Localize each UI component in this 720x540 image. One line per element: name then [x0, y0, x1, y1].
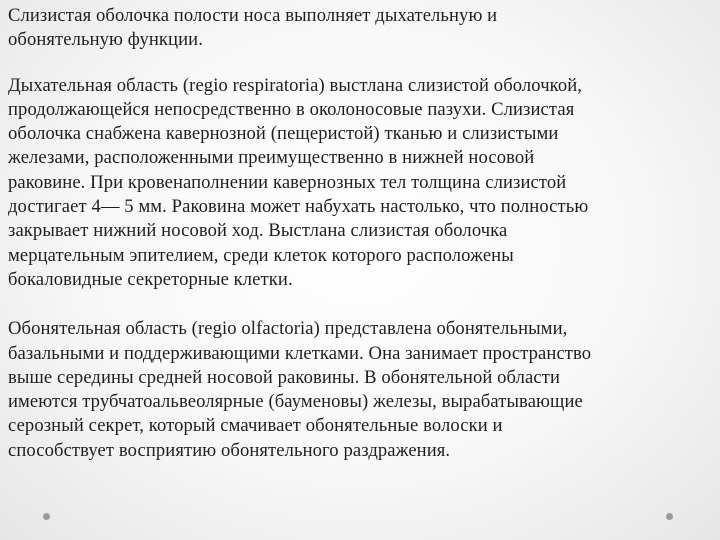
- slide-content: [8, 4, 716, 463]
- text-line: мерцательным эпителием, среди клеток которого расположены: [8, 244, 514, 266]
- text-line: бокаловидные секреторные клетки.: [8, 268, 293, 290]
- decorative-dot-left: [43, 513, 50, 520]
- paragraph-olfactory-region: [8, 317, 716, 463]
- text-line: выше середины средней носовой раковины. В обонятельной области: [8, 366, 561, 388]
- decorative-dot-right: [666, 513, 673, 520]
- text-line: оболочка снабжена кавернозной (пещеристой) тканью и слизистыми: [8, 123, 559, 145]
- paragraph-intro: [8, 4, 716, 53]
- text-line: способствует восприятию обонятельного раздражения.: [8, 439, 451, 461]
- text-line: железами, расположенными преимущественно в нижней носовой: [8, 147, 535, 169]
- text-line: базальными и поддерживающими клетками. Она занимает пространство: [8, 342, 592, 364]
- text-line: имеются трубчатоальвеолярные (бауменовы) железы, вырабатывающие: [8, 391, 583, 413]
- text-line: продолжающейся непосредственно в околоносовые пазухи. Слизистая: [8, 98, 575, 120]
- paragraph-respiratory-region: [8, 74, 716, 293]
- text-line: обонятельную функции.: [8, 29, 203, 51]
- text-line: Дыхательная область (regio respiratoria) выстлана слизистой оболочкой,: [8, 74, 583, 96]
- text-line: серозный секрет, который смачивает обонятельные волоски и: [8, 415, 503, 437]
- text-line: Слизистая оболочка полости носа выполняет дыхательную и: [8, 5, 498, 26]
- text-line: Обонятельная область (regio olfactoria) представлена обонятельными,: [8, 318, 568, 340]
- text-line: закрывает нижний носовой ход. Выстлана слизистая оболочка: [8, 220, 508, 242]
- text-line: раковине. При кровенаполнении кавернозных тел толщина слизистой: [8, 171, 567, 193]
- text-line: достигает 4— 5 мм. Раковина может набухать настолько, что полностью: [8, 196, 589, 218]
